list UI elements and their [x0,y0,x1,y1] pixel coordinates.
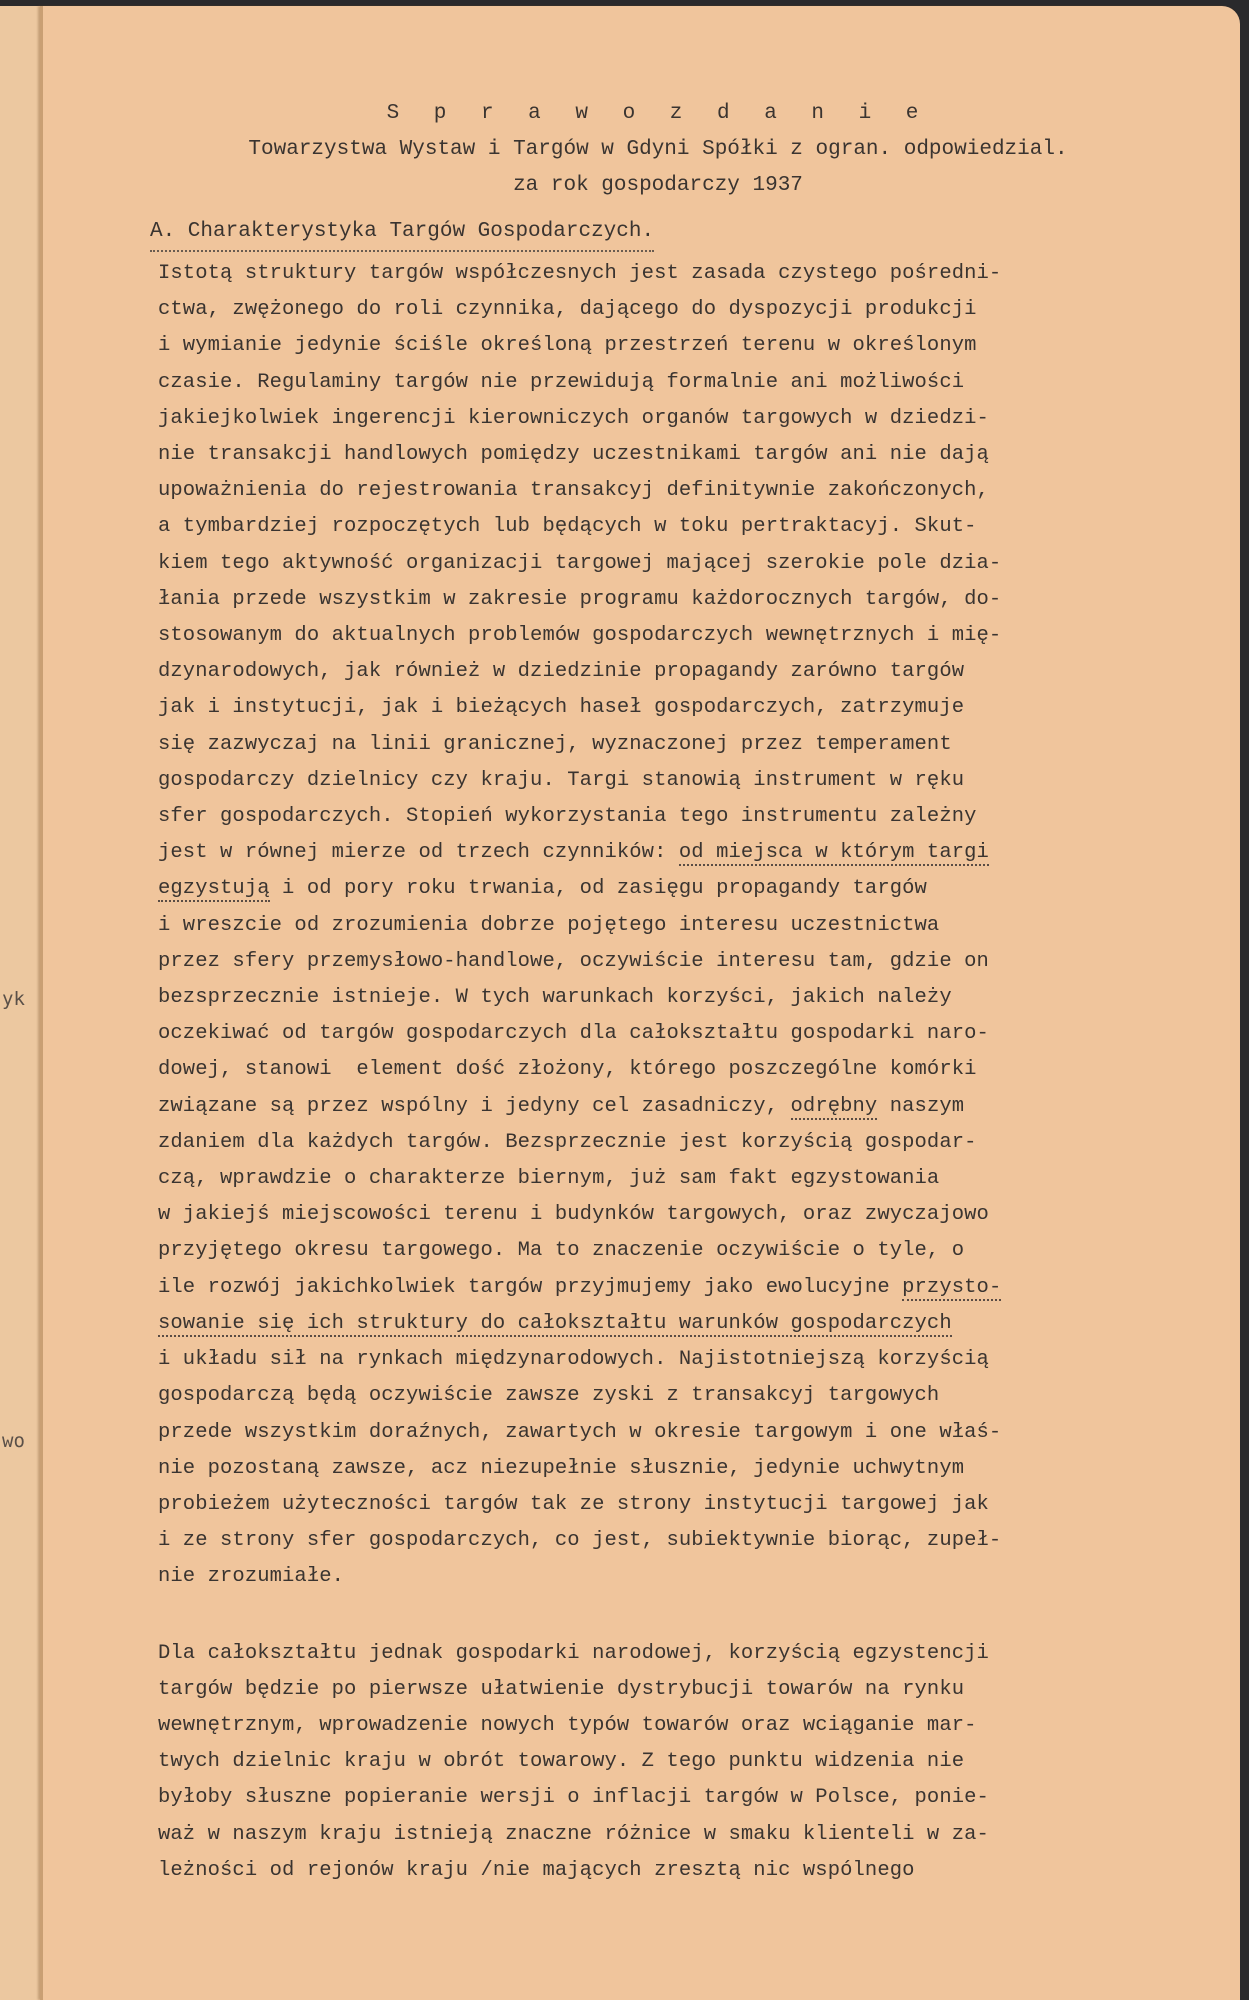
text-line: bezsprzecznie istnieje. W tych warunkach korzyści, jakich należy [158,986,952,1010]
text-line: wewnętrznym, wprowadzenie nowych typów towarów oraz wciąganie mar- [158,1713,977,1737]
text-line: jakiejkolwiek ingerencji kierowniczych organów targowych w dziedzi- [158,406,989,430]
report-subtitle: Towarzystwa Wystaw i Targów w Gdyni Spółki z ogran. odpowiedzial. [248,138,1068,161]
text-line: dzynarodowych, jak również w dziedzinie propagandy zarówno targów [158,660,965,684]
text-line: czą, wprawdzie o charakterze biernym, już sam fakt egzystowania [158,1167,940,1191]
text-line: Istotą struktury targów współczesnych jest zasada czystego pośredni- [158,262,1002,285]
text-line: gospodarczy dzielnicy czy kraju. Targi stanowią instrument w ręku [158,768,965,792]
text-line: nie transakcji handlowych pomiędzy uczestnikami targów ani nie dają [158,443,989,467]
text-line: twych dzielnic kraju w obrót towarowy. Z tego punktu widzenia nie [158,1750,965,1774]
underlined-text: przysto- [902,1275,1002,1299]
text-line [158,1270,1198,1306]
underlined-text: odrębny [790,1094,878,1118]
underlined-text: egzystują [158,877,270,901]
text-line: i wreszcie od zrozumienia dobrze pojętego interesu uczestnictwa [158,913,940,937]
text-line: dowej, stanowi element dość złożony, którego poszczególne komórki [158,1058,977,1082]
text-line: waż w naszym kraju istnieją znaczne różnice w smaku klienteli w za- [158,1822,989,1846]
paragraph-2 [158,1636,1198,1889]
text-line [158,1306,1198,1342]
text-line: i układu sił na rynkach międzynarodowych. Najistotniejszą korzyścią [158,1348,989,1372]
text-line: kiem tego aktywność organizacji targowej mającej szerokie pole dzia- [158,551,1002,575]
text-line: nie pozostaną zawsze, acz niezupełnie słusznie, jedynie uchwytnym [158,1456,965,1480]
text-segment: związane są przez wspólny i jedyny cel zasadniczy, [158,1094,791,1118]
text-line: i ze strony sfer gospodarczych, co jest, subiektywnie biorąc, zupeł- [158,1529,1002,1553]
text-segment: ile rozwój jakichkolwiek targów przyjmujemy jako ewolucyjne [158,1275,903,1299]
report-year: za rok gospodarczy 1937 [513,174,803,197]
margin-fragment: wo [2,1430,25,1452]
text-line: się zazwyczaj na linii granicznej, wyznaczonej przez temperament [158,732,952,756]
text-line: w jakiejś miejscowości terenu i budynków targowych, oraz zwyczajowo [158,1203,989,1227]
text-line [158,871,1198,907]
text-line: oczekiwać od targów gospodarczych dla całokształtu gospodarki naro- [158,1022,989,1046]
report-title: S p r a w o z d a n i e [386,102,930,125]
text-segment: naszym [877,1094,965,1118]
underlined-text: sowanie się ich struktury do całokształtu warunków gospodarczych [158,1311,952,1335]
text-line: stosowanym do aktualnych problemów gospodarczych wewnętrznych i mię- [158,624,1002,648]
text-line [158,1089,1198,1125]
text-line: przede wszystkim doraźnych, zawartych w okresie targowym i one właś- [158,1420,1002,1444]
text-line: a tymbardziej rozpoczętych lub będących w toku pertraktacyj. Skut- [158,515,977,539]
text-line: Dla całokształtu jednak gospodarki narodowej, korzyścią egzystencji [158,1641,989,1665]
section-heading: A. Charakterystyka Targów Gospodarczych. [150,214,654,252]
text-segment: i od pory roku trwania, od zasięgu propagandy targów [269,877,927,901]
text-line: probieżem użyteczności targów tak ze strony instytucji targowej jak [158,1492,989,1516]
text-line: leżności od rejonów kraju /nie mających zresztą nic wspólnego [158,1858,915,1882]
text-line: targów będzie po pierwsze ułatwienie dystrybucji towarów na rynku [158,1677,965,1701]
text-line: zdaniem dla każdych targów. Bezsprzecznie jest korzyścią gospodar- [158,1130,977,1154]
text-line: i wymianie jedynie ściśle określoną przestrzeń terenu w określonym [158,334,977,358]
paragraph-1 [158,256,1198,1596]
text-line: ctwa, zwężonego do roli czynnika, dającego do dyspozycji produkcji [158,298,977,322]
text-line: czasie. Regulaminy targów nie przewidują formalnie ani możliwości [158,370,965,394]
text-line: przez sfery przemysłowo-handlowe, oczywiście interesu tam, gdzie on [158,949,989,973]
text-line: sfer gospodarczych. Stopień wykorzystania tego instrumentu zależny [158,805,977,829]
text-line: łania przede wszystkim w zakresie programu każdorocznych targów, do- [158,587,1002,611]
text-line: byłoby słuszne popieranie wersji o inflacji targów w Polsce, ponie- [158,1786,989,1810]
text-line: jak i instytucji, jak i bieżących haseł gospodarczych, zatrzymuje [158,696,965,720]
text-line [158,835,1198,871]
text-line: upoważnienia do rejestrowania transakcyj definitywnie zakończonych, [158,479,989,503]
underlined-text: od miejsca w którym targi [678,841,989,865]
margin-fragment: yk [2,988,25,1010]
text-line: nie zrozumiałe. [158,1565,345,1589]
document-content [118,96,1198,1889]
text-line: gospodarczą będą oczywiście zawsze zyski z transakcyj targowych [158,1384,940,1408]
text-segment: jest w równej mierze od trzech czynników: [158,841,679,865]
text-line: przyjętego okresu targowego. Ma to znaczenie oczywiście o tyle, o [158,1239,965,1263]
page-fold-edge [40,6,43,2000]
paragraph-gap [118,1596,1198,1632]
